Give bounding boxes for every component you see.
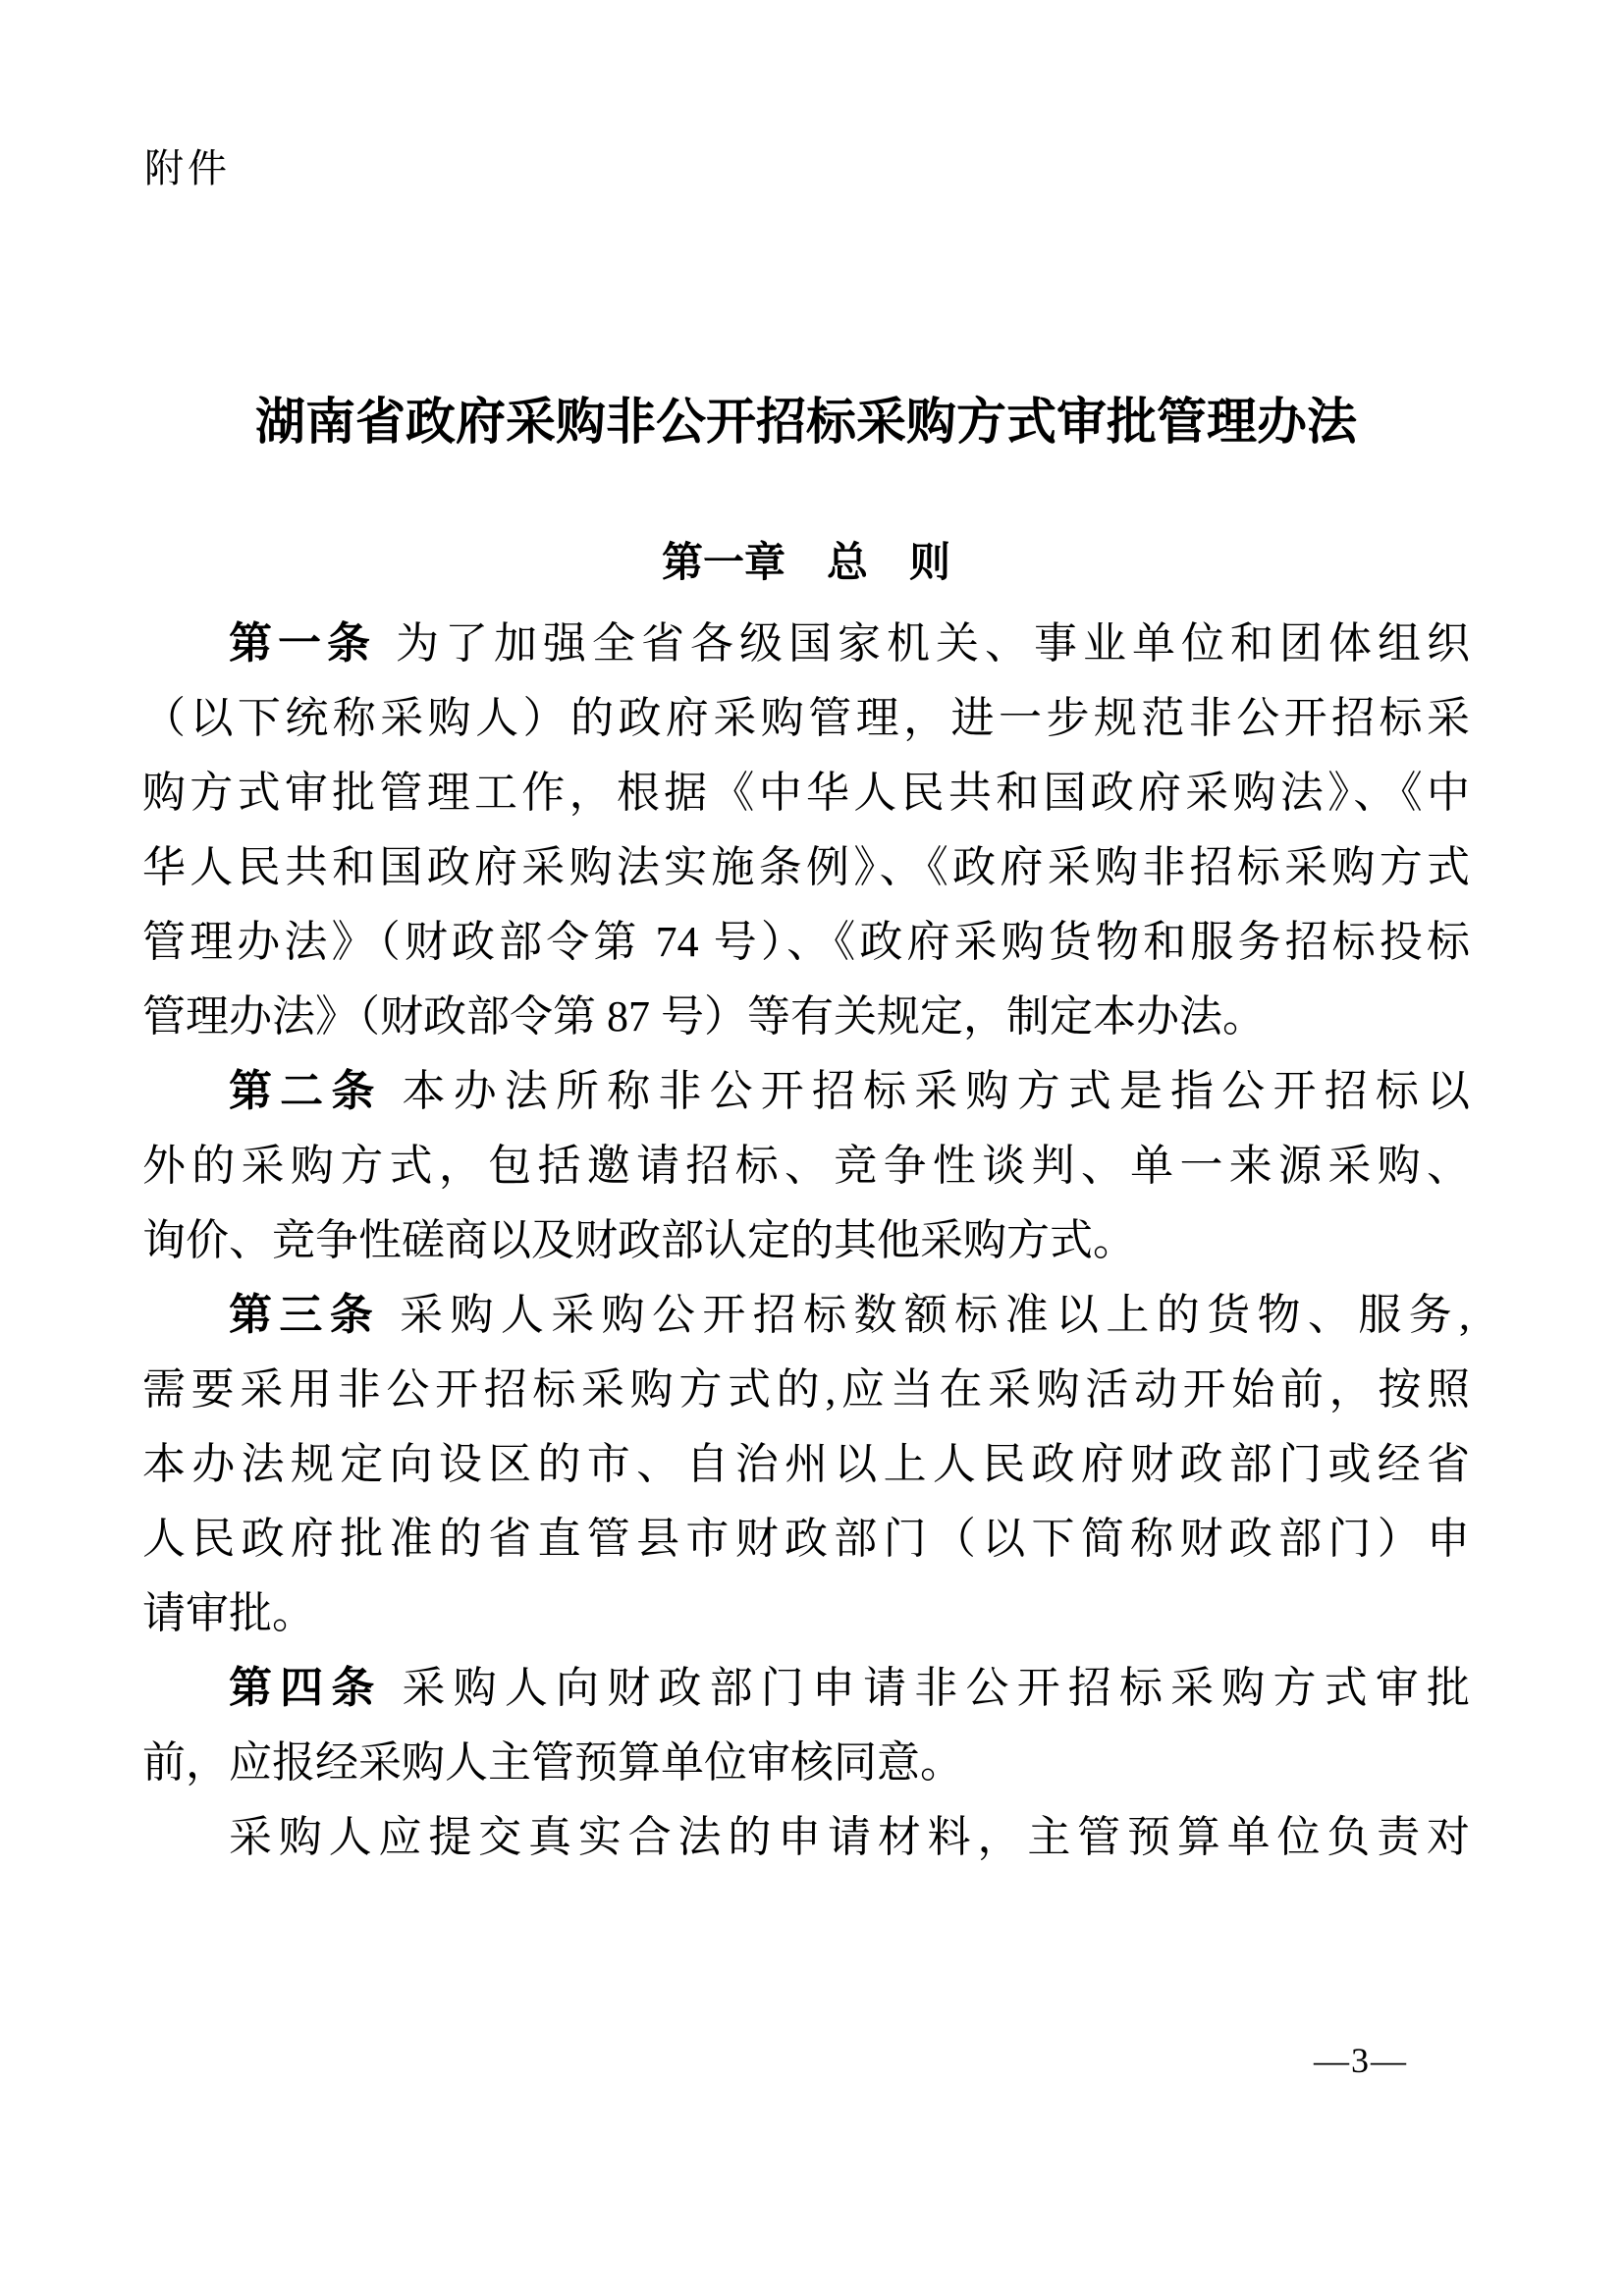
body-line	[142, 1353, 1470, 1427]
body-line-text: 外的采购方式，包括邀请招标、竞争性谈判、单一来源采购、	[142, 1142, 1470, 1190]
article-number: 第二条	[229, 1067, 383, 1115]
body-line-text: （以下统称采购人）的政府采购管理，进一步规范非公开招标采	[142, 694, 1470, 742]
body-line	[142, 980, 1470, 1054]
body-line	[142, 1427, 1470, 1502]
body-line	[142, 1054, 1470, 1129]
document-body	[142, 607, 1470, 1875]
chapter-heading: 第一章 总 则	[661, 539, 950, 585]
body-line	[142, 1576, 1470, 1651]
body-line	[142, 1726, 1470, 1800]
page-number: —3—	[1314, 2041, 1408, 2080]
body-line-text: 采购人向财政部门申请非公开招标采购方式审批	[402, 1664, 1471, 1712]
body-line	[142, 1800, 1470, 1875]
body-line	[142, 681, 1470, 756]
body-line	[142, 1129, 1470, 1203]
article-number: 第四条	[229, 1664, 383, 1712]
body-line	[142, 1651, 1470, 1726]
body-line-text: 询价、竞争性磋商以及财政部认定的其他采购方式。	[142, 1216, 1136, 1264]
body-line-text: 采购人应提交真实合法的申请材料，主管预算单位负责对	[229, 1813, 1470, 1861]
body-line-text: 购方式审批管理工作，根据《中华人民共和国政府采购法》、《中	[142, 769, 1470, 817]
body-line-text: 为了加强全省各级国家机关、事业单位和团体组织	[396, 619, 1470, 667]
body-line-text: 前，应报经采购人主管预算单位审核同意。	[142, 1738, 963, 1787]
body-line-text: 请审批。	[142, 1589, 315, 1637]
body-line	[142, 607, 1470, 681]
body-line	[142, 905, 1470, 980]
document-title: 湖南省政府采购非公开招标采购方式审批管理办法	[254, 394, 1357, 450]
body-line-text: 本办法规定向设区的市、自治州以上人民政府财政部门或经省	[142, 1440, 1470, 1488]
body-line-text: 管理办法》（财政部令第 87 号）等有关规定，制定本办法。	[142, 992, 1266, 1041]
body-line-text: 采购人采购公开招标数额标准以上的货物、服务,	[400, 1291, 1470, 1339]
body-line	[142, 1502, 1470, 1576]
body-line-text: 管理办法》（财政部令第 74 号）、《政府采购货物和服务招标投标	[142, 918, 1470, 966]
body-line	[142, 1203, 1470, 1278]
article-number: 第三条	[229, 1291, 381, 1339]
body-line-text: 需要采用非公开招标采购方式的,应当在采购活动开始前，按照	[142, 1365, 1470, 1414]
body-line-text: 人民政府批准的省直管县市财政部门（以下简称财政部门）申	[142, 1515, 1470, 1563]
body-line-text: 华人民共和国政府采购法实施条例》、《政府采购非招标采购方式	[142, 843, 1470, 891]
body-line	[142, 830, 1470, 905]
body-line-text: 本办法所称非公开招标采购方式是指公开招标以	[402, 1067, 1471, 1115]
body-line	[142, 1278, 1470, 1353]
body-line	[142, 756, 1470, 830]
article-number: 第一条	[229, 619, 376, 667]
attachment-label: 附件	[144, 147, 231, 190]
